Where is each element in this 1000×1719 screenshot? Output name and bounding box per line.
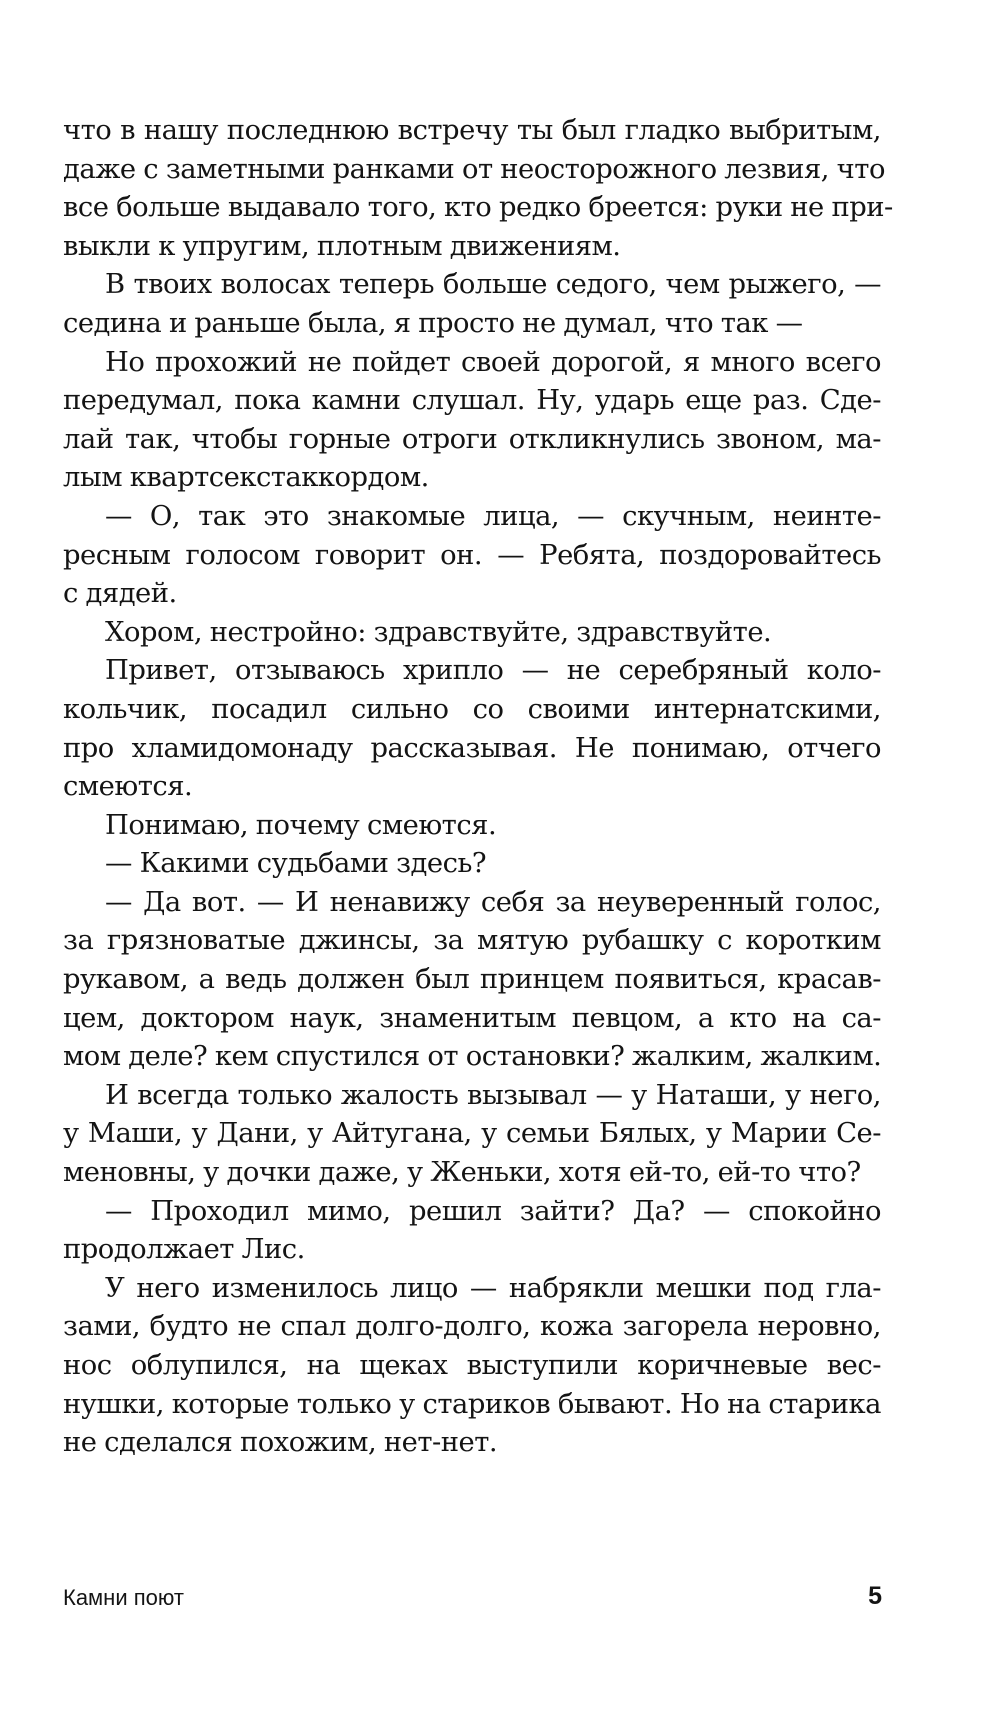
text-line: ресным голосом говорит он. — Ребята, поздоровайтесь <box>63 539 881 571</box>
text-line: все больше выдавало того, кто редко бреется: руки не при- <box>63 192 893 224</box>
text-line: — Какими судьбами здесь? <box>105 848 487 880</box>
paragraph <box>63 807 881 846</box>
text-line: смеются. <box>63 771 193 803</box>
text-line: за грязноватые джинсы, за мятую рубашку с коротким <box>63 925 881 957</box>
paragraph <box>63 344 881 498</box>
text-line: меновны, у дочки даже, у Женьки, хотя ей-то, ей-то что? <box>63 1157 861 1189</box>
paragraph <box>63 652 881 806</box>
text-line: кольчик, посадил сильно со своими интернатскими, <box>63 693 881 725</box>
text-line: — Проходил мимо, решил зайти? Да? — спокойно <box>105 1195 881 1227</box>
text-line: с дядей. <box>63 578 177 610</box>
text-line: нос облупился, на щеках выступили коричневые вес- <box>63 1350 881 1381</box>
text-line: что в нашу последнюю встречу ты был гладко выбритым, <box>63 115 881 146</box>
text-line: передумал, пока камни слушал. Ну, ударь еще раз. Сде- <box>63 385 881 417</box>
text-line: выкли к упругим, плотным движениям. <box>63 230 621 262</box>
running-footer-title: Камни поют <box>63 1585 184 1610</box>
paragraph <box>63 845 881 884</box>
text-line: Привет, отзываюсь хрипло — не серебряный коло- <box>105 655 881 687</box>
text-line: — Да вот. — И ненавижу себя за неуверенный голос, <box>105 886 881 918</box>
text-line: не сделался похожим, нет-нет. <box>63 1427 498 1459</box>
text-line: даже с заметными ранками от неосторожного лезвия, что <box>63 153 885 185</box>
text-line: — О, так это знакомые лица, — скучным, неинте- <box>105 500 881 532</box>
text-line: мом деле? кем спустился от остановки? жалким, жалким. <box>63 1041 882 1073</box>
text-line: продолжает Лис. <box>63 1234 305 1266</box>
body-text <box>63 112 893 1463</box>
text-line: седина и раньше была, я просто не думал, что так — <box>63 307 803 339</box>
paragraph <box>63 614 881 653</box>
page-number: 5 <box>868 1582 882 1610</box>
text-line: у Маши, у Дани, у Айтугана, у семьи Бялых, у Марии Се- <box>63 1118 881 1150</box>
paragraph <box>63 1270 881 1463</box>
text-line: про хламидомонаду рассказывая. Не понимаю, отчего <box>63 732 881 764</box>
paragraph <box>63 884 881 1077</box>
text-line: Хором, нестройно: здравствуйте, здравствуйте. <box>105 616 772 648</box>
text-line: лай так, чтобы горные отроги откликнулись звоном, ма- <box>63 423 881 455</box>
text-line: У него изменилось лицо — набрякли мешки под гла- <box>105 1272 881 1304</box>
text-line: В твоих волосах теперь больше седого, чем рыжего, — <box>105 269 881 301</box>
text-line: Понимаю, почему смеются. <box>105 809 497 841</box>
text-line: И всегда только жалость вызывал — у Наташи, у него, <box>105 1079 881 1111</box>
paragraph <box>63 498 881 614</box>
text-line: рукавом, а ведь должен был принцем появиться, красав- <box>63 964 881 996</box>
text-line: зами, будто не спал долго-долго, кожа загорела неровно, <box>63 1311 881 1343</box>
paragraph <box>63 266 881 343</box>
paragraph <box>63 1077 881 1193</box>
paragraph <box>63 112 893 266</box>
paragraph <box>63 1193 881 1270</box>
text-line: цем, доктором наук, знаменитым певцом, а кто на са- <box>63 1002 881 1034</box>
text-line: лым квартсекстаккордом. <box>63 462 429 494</box>
text-line: Но прохожий не пойдет своей дорогой, я много всего <box>105 346 881 378</box>
text-line: нушки, которые только у стариков бывают. Но на старика <box>63 1388 881 1420</box>
